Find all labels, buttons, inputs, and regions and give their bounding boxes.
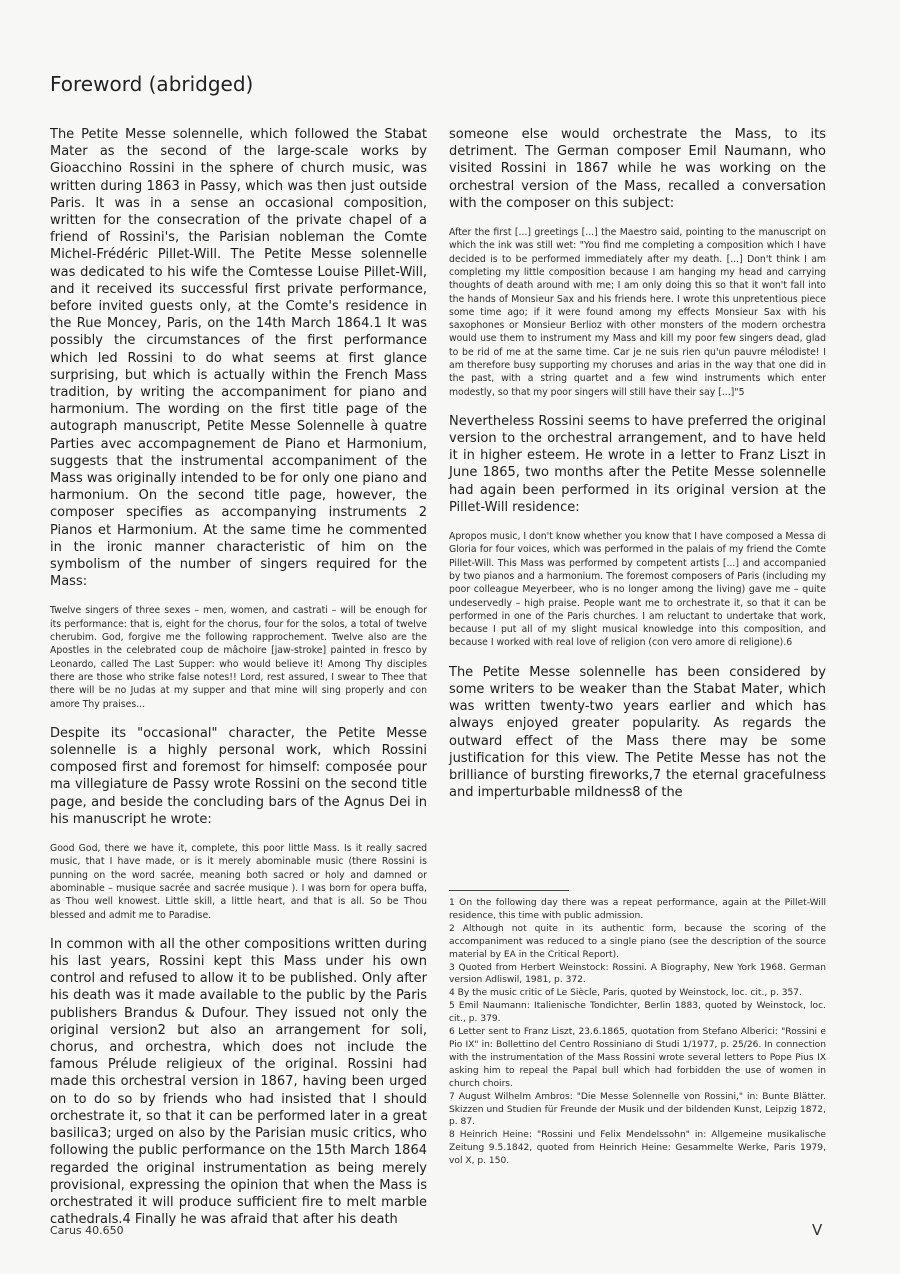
page-number: V (812, 1221, 823, 1239)
footnote: 6 Letter sent to Franz Liszt, 23.6.1865, quotation from Stefano Alberici: "Rossini e Pio IX" in: Bollettino del Centro Rossiniano di Studi 1/1977, p. 25/26. In connection with the instrumentation of the Mass Rossini wrote several letters to Pope Pius IX asking him to repeal the Papal bull which had forbidden the use of women in church choirs. (449, 1027, 826, 1089)
body-paragraph: The Petite Messe solennelle, which followed the Stabat Mater as the second of the large-scale works by Gioacchino Rossini in the sphere of church music, was written during 1863 in Passy, which was then just outside Paris. It was in a sense an occasional composition, written for the consecration of the private chapel of a friend of Rossini's, the Parisian nobleman the Comte Michel-Frédéric Pillet-Will. The Petite Messe solennelle was dedicated to his wife the Comtesse Louise Pillet-Will, and it received its successful first private performance, before invited guests only, at the Comte's residence in the Rue Moncey, Paris, on the 14th March 1864.1 It was possibly the circumstances of the first performance which led Rossini to do what seems at first glance surprising, but which is actually within the French Mass tradition, by writing the accompaniment for piano and harmonium. The wording on the first title page of the autograph manuscript, Petite Messe Solennelle à quatre Parties avec accompagnement de Piano et Harmonium, suggests that the instrumental accompaniment of the Mass was originally intended to be for only one piano and harmonium. On the second title page, however, the composer specifies as accompanying instruments 2 Pianos et Harmonium. At the same time he commented in the ironic manner characteristic of him on the symbolism of the number of singers required for the Mass: (50, 127, 427, 590)
footnote: 7 August Wilhelm Ambros: "Die Messe Solennelle von Rossini," in: Bunte Blätter. Skizzen und Studien für Freunde der Musik und der bildenden Kunst, Leipzig 1872, p. 87. (449, 1091, 826, 1128)
footnote-divider (449, 890, 569, 891)
footnote: 2 Although not quite in its authentic form, because the scoring of the accompaniment was reduced to a single piano (see the description of the source material by EA in the Critical Report). (449, 923, 826, 960)
body-paragraph: In common with all the other compositions written during his last years, Rossini kept this Mass under his own control and refused to allow it to be published. Only after his death was it made available to the public by the Paris publishers Brandus & Dufour. They issued not only the original version2 but also an arrangement for soli, chorus, and orchestra, which does not include the famous Prélude religieux of the original. Rossini had made this orchestral version in 1867, having been urged on to do so by friends who had insisted that I should orchestrate it, so that it can be performed later in a great basilica3; urged on also by the Parisian music critics, who following the public performance on the 15th March 1864 regarded the original instrumentation as being merely provisional, expressing the opinion that when the Mass is orchestrated it will produce sufficient fire to melt marble cathedrals.4 Finally he was afraid that after his death (50, 936, 427, 1228)
footnote: 4 By the music critic of Le Siècle, Paris, quoted by Weinstock, loc. cit., p. 357. (449, 988, 802, 999)
left-column (50, 126, 427, 1242)
block-quote: Twelve singers of three sexes – men, women, and castrati – will be enough for its performance: that is, eight for the chorus, four for the solos, a total of twelve cherubim. God, forgive me the following rapprochement. Twelve also are the Apostles in the celebrated coup de mâchoire [jaw-stroke] painted in fresco by Leonardo, called The Last Supper: who would believe it! Among Thy disciples there are those who strike false notes!! Lord, rest assured, I swear to Thee that there will be no Judas at my supper and that mine will sing properly and con amore Thy praises... (50, 605, 427, 710)
block-quote: Good God, there we have it, complete, this poor little Mass. Is it really sacred music, that I have made, or is it merely abominable music (there Rossini is punning on the word sacrée, meaning both sacred or holy and damned or abominable – musique sacrée and sacrée musique ). I was born for opera buffa, as Thou well knowest. Little skill, a little heart, and that is all. So be Thou blessed and admit me to Paradise. (50, 843, 427, 921)
footnote: 3 Quoted from Herbert Weinstock: Rossini. A Biography, New York 1968. German version Adliswil, 1981, p. 372. (449, 962, 826, 986)
page-title: Foreword (abridged) (50, 72, 254, 96)
body-paragraph: someone else would orchestrate the Mass, to its detriment. The German composer Emil Naumann, who visited Rossini in 1867 while he was working on the orchestral version of the Mass, recalled a conversation with the composer on this subject: (449, 127, 826, 211)
footnote: 1 On the following day there was a repeat performance, again at the Pillet-Will residence, this time with public admission. (449, 898, 826, 921)
block-quote: After the first [...] greetings [...] the Maestro said, pointing to the manuscript on which the ink was still wet: "You find me completing a composition which I have decided is to be performed immediately after my death. [...] Don't think I am completing my little composition because I am hanging my head and carrying thoughts of death around with me; I am only doing this so that it won't fall into the hands of Monsieur Sax and his friends here. I wrote this unpretentious piece some time ago; if it were found among my effects Monsieur Sax with his saxophones or Monsieur Berlioz with other monsters of the modern orchestra would use them to instrument my Mass and kill my poor few singers dead, glad to be rid of me at the same time. Car je ne suis rien qu'un pauvre mélodiste! I am therefore busy supporting my choruses and arias in the way that one did in the past, with a string quartet and a few wind instruments which enter modestly, so that my poor singers will still have their say [...]"5 (449, 227, 826, 398)
body-paragraph: Nevertheless Rossini seems to have preferred the original version to the orchestral arrangement, and to have held it in higher esteem. He wrote in a letter to Franz Liszt in June 1865, two months after the Petite Messe solennelle had again been performed in its original version at the Pillet-Will residence: (449, 413, 826, 515)
footnotes (449, 890, 826, 1168)
block-quote: Apropos music, I don't know whether you know that I have composed a Messa di Gloria for four voices, which was performed in the palais of my friend the Comte Pillet-Will. This Mass was performed by competent artists [...] and accompanied by two pianos and a harmonium. The foremost composers of Paris (including my poor colleague Meyerbeer, who is no longer among the living) gave me – quite undeservedly – high praise. People want me to orchestrate it, so that it can be performed in one of the Paris churches. I am reluctant to undertake that work, because I put all of my slight musical knowledge into this composition, and because I worked with real love of religion (con vero amore di religione).6 (449, 531, 826, 649)
body-paragraph: The Petite Messe solennelle has been considered by some writers to be weaker than the Stabat Mater, which was written twenty-two years earlier and which has always enjoyed greater popularity. As regards the outward effect of the Mass there may be some justification for this view. The Petite Messe has not the brilliance of bursting fireworks,7 the eternal gracefulness and imperturbable mildness8 of the (449, 664, 826, 801)
footnote: 8 Heinrich Heine: "Rossini und Felix Mendelssohn" in: Allgemeine musikalische Zeitung 9.5.1842, quoted from Heinrich Heine: Gesammelte Werke, Paris 1979, vol X, p. 150. (449, 1130, 826, 1167)
catalog-number: Carus 40.650 (50, 1224, 124, 1237)
body-paragraph: Despite its "occasional" character, the Petite Messe solennelle is a highly personal work, which Rossini composed first and foremost for himself: composée pour ma villegiature de Passy wrote Rossini on the second title page, and beside the concluding bars of the Agnus Dei in his manuscript he wrote: (50, 725, 427, 827)
footnote: 5 Emil Naumann: Italienische Tondichter, Berlin 1883, quoted by Weinstock, loc. cit., p. 379. (449, 1001, 826, 1025)
right-column (449, 126, 826, 815)
